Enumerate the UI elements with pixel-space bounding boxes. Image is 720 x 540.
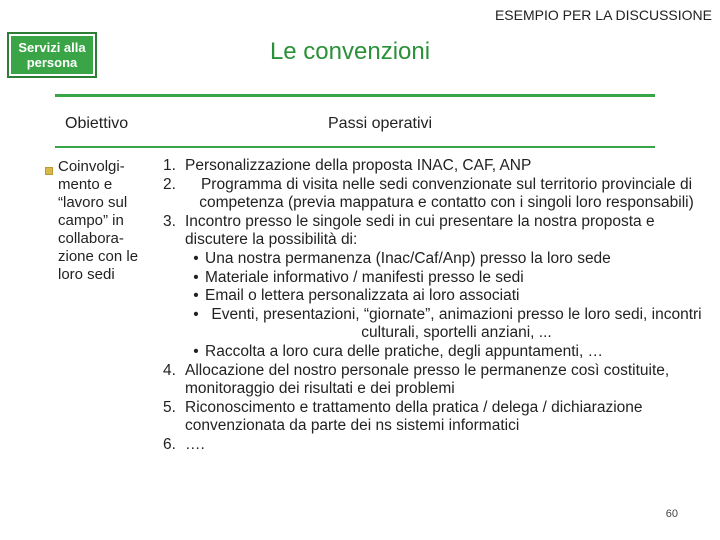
- bullet-square-icon: [45, 167, 53, 175]
- bullet-dot-icon: •: [193, 287, 199, 305]
- header-divider: [55, 146, 655, 148]
- page-title: [0, 38, 700, 66]
- sub-list-item: [163, 287, 708, 306]
- step-text: Incontro presso le singole sedi in cui presentare la nostra proposta e discutere la possibilità di:: [185, 212, 655, 249]
- top-divider: [55, 94, 655, 97]
- sub-item-text: Email o lettera personalizzata ai loro associati: [205, 287, 520, 305]
- step-number: 6.: [163, 435, 176, 453]
- steps-list: [163, 157, 708, 455]
- sub-item-text: Raccolta a loro cura delle pratiche, degli appuntamenti, …: [205, 342, 604, 360]
- bullet-dot-icon: •: [193, 305, 199, 323]
- sub-list-item: [163, 250, 708, 269]
- page-title-text: Le convenzioni: [269, 38, 431, 65]
- sub-list-item: [163, 269, 708, 288]
- step-item: [163, 399, 708, 436]
- step-item: [163, 213, 708, 250]
- step-number: 1.: [163, 157, 176, 174]
- step-text: Allocazione del nostro personale presso le permanenze così costituite, monitoraggio dei risultati e dei problemi: [185, 361, 670, 398]
- step-text: Programma di visita nelle sedi convenzionate sul territorio provinciale di competenza (previa mappatura e contatto con i singoli loro responsabili): [199, 175, 694, 212]
- badge-label: Servizi alla persona: [18, 40, 86, 70]
- step-item: [163, 362, 708, 399]
- sub-list-item: [163, 306, 708, 343]
- column-header-objective: Obiettivo: [65, 115, 129, 132]
- step-item: [163, 176, 708, 213]
- step-number: 3.: [163, 212, 176, 230]
- sub-item-text: Materiale informativo / manifesti presso le sedi: [205, 268, 524, 286]
- objective-text: Coinvolgi- mento e “lavoro sul campo” in collabora- zione con le loro sedi: [58, 158, 139, 283]
- step-item: [163, 157, 708, 176]
- step-number: 5.: [163, 398, 176, 416]
- step-number: 2.: [163, 175, 176, 193]
- sub-item-text: Eventi, presentazioni, “giornate”, animazioni presso le loro sedi, incontri culturali, sportelli anziani, ...: [211, 305, 702, 342]
- bullet-dot-icon: •: [193, 249, 199, 267]
- bullet-dot-icon: •: [193, 268, 199, 286]
- step-item: [163, 436, 708, 455]
- step-text: Riconoscimento e trattamento della pratica / delega / dichiarazione convenzionata da parte dei ns sistemi informatici: [185, 398, 643, 435]
- sub-list-item: [163, 343, 708, 362]
- column-header-steps: Passi operativi: [328, 115, 433, 132]
- bullet-dot-icon: •: [193, 342, 199, 360]
- step-text: Personalizzazione della proposta INAC, CAF, ANP: [185, 157, 532, 174]
- page-number: 60: [665, 508, 678, 520]
- step-number: 4.: [163, 361, 176, 379]
- header-tag: ESEMPIO PER LA DISCUSSIONE: [494, 7, 712, 23]
- sub-item-text: Una nostra permanenza (Inac/Caf/Anp) presso la loro sede: [205, 249, 611, 267]
- step-text: ….: [185, 435, 205, 453]
